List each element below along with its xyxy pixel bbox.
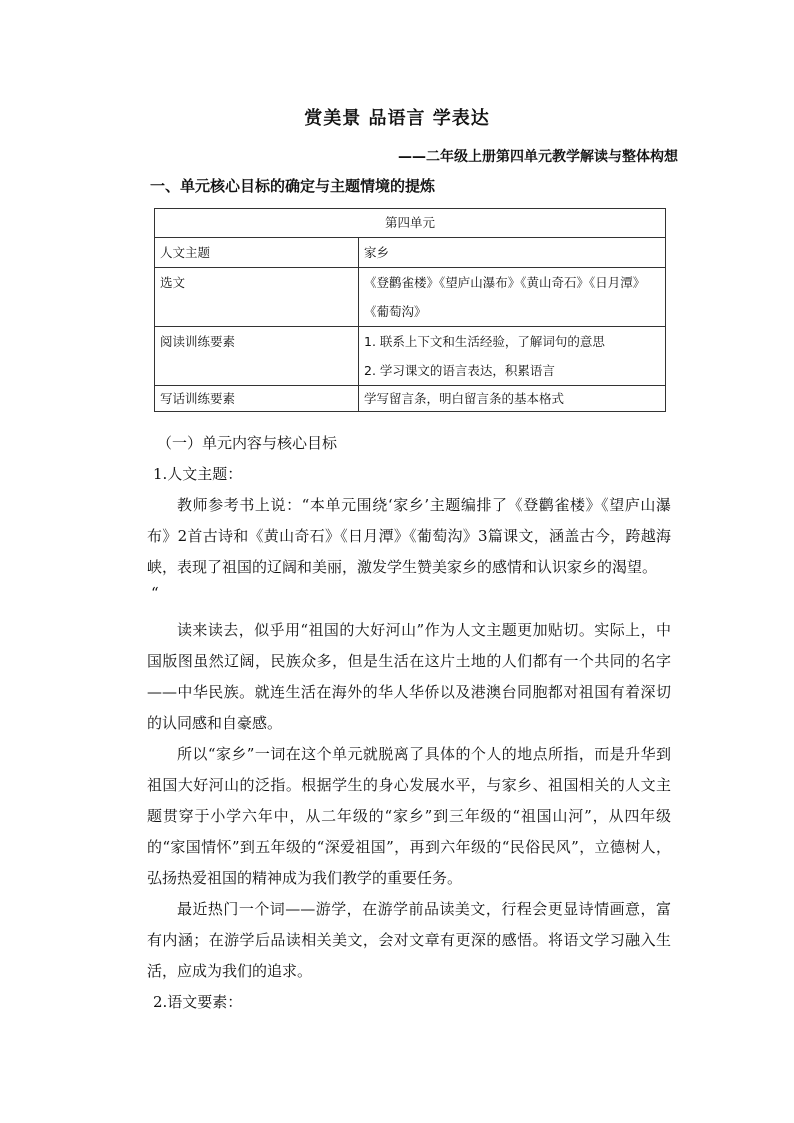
subsection-heading: （一）单元内容与核心目标 (157, 434, 338, 452)
row-label: 写话训练要素 (155, 386, 359, 412)
paragraph-tail: “ (151, 584, 159, 602)
section-heading: 一、单元核心目标的确定与主题情境的提炼 (150, 177, 436, 195)
paragraph: 所以“家乡”一词在这个单元就脱离了具体的个人的地点所指，而是升华到祖国大好河山的泛指。根据学生的身心发展水平，与家乡、祖国相关的人文主题贯穿于小学六年中，从二年级的“家乡”到三年级的“祖国山河”，从四年级的“家国情怀”到五年级的“深爱祖国”，再到六年级的“民俗民风”，立德树人，弘扬热爱祖国的精神成为我们教学的重要任务。 (147, 745, 671, 887)
table-header-row (155, 209, 666, 238)
table-row (155, 268, 666, 327)
body-text (147, 428, 671, 1018)
table-header-cell: 第四单元 (155, 209, 666, 238)
row-value-line: 1. 联系上下文和生活经验，了解词句的意思 (364, 334, 605, 349)
item-heading: 2.语文要素： (153, 993, 243, 1011)
row-value-line: 《葡萄沟》 (364, 304, 427, 319)
document-title: 赏美景 品语言 学表达 (304, 108, 490, 129)
row-value: 学写留言条，明白留言条的基本格式 (359, 386, 666, 412)
table-row (155, 386, 666, 412)
row-label: 阅读训练要素 (155, 327, 359, 386)
paragraph: 读来读去，似乎用“祖国的大好河山”作为人文主题更加贴切。实际上，中国版图虽然辽阔，民族众多，但是生活在这片土地的人们都有一个共同的名字——中华民族。就连生活在海外的华人华侨以及港澳台同胞都对祖国有着深切的认同感和自豪感。 (147, 621, 671, 732)
row-value: 家乡 (359, 238, 666, 268)
paragraph: 最近热门一个词——游学，在游学前品读美文，行程会更显诗情画意，富有内涵；在游学后品读相关美文，会对文章有更深的感悟。将语文学习融入生活，应成为我们的追求。 (147, 900, 671, 980)
row-value (359, 268, 666, 327)
table-row (155, 327, 666, 386)
row-value-line: 《登鹳雀楼》《望庐山瀑布》《黄山奇石》《日月潭》 (364, 275, 646, 290)
item-heading: 1.人文主题： (153, 465, 243, 483)
document-subtitle: ——二年级上册第四单元教学解读与整体构想 (398, 149, 678, 165)
unit-table (154, 208, 666, 412)
row-value (359, 327, 666, 386)
row-value-line: 2. 学习课文的语言表达，积累语言 (364, 363, 555, 378)
row-label: 选文 (155, 268, 359, 327)
table-row (155, 238, 666, 268)
row-label: 人文主题 (155, 238, 359, 268)
paragraph: 教师参考书上说：“本单元围绕‘家乡’主题编排了《登鹳雀楼》《望庐山瀑布》2首古诗和《黄山奇石》《日月潭》《葡萄沟》3篇课文，涵盖古今，跨越海峡，表现了祖国的辽阔和美丽，激发学生赞美家乡的感情和认识家乡的渴望。 (147, 496, 671, 576)
